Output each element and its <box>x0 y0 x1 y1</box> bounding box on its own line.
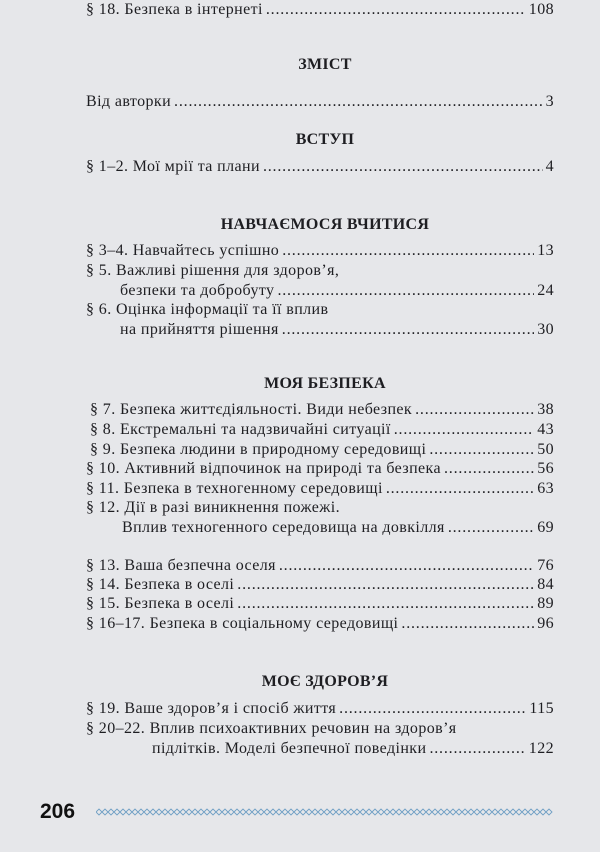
ornament-diamond <box>486 809 492 815</box>
toc-page-number: 122 <box>528 740 554 757</box>
ornament-diamond <box>324 809 330 815</box>
ornament-diamond <box>156 809 162 815</box>
ornament-diamond <box>384 809 390 815</box>
ornament-diamond <box>438 809 444 815</box>
ornament-diamond <box>264 809 270 815</box>
ornament-diamond <box>168 809 174 815</box>
ornament-diamond <box>312 809 318 815</box>
ornament-diamond <box>180 809 186 815</box>
toc-title: ЗМІСТ <box>298 56 352 73</box>
toc-entry[interactable] <box>122 518 554 538</box>
section-heading: МОЄ ЗДОРОВ’Я <box>261 673 389 690</box>
ornament-diamond <box>516 809 522 815</box>
ornament-diamond <box>366 809 372 815</box>
ornament-diamond <box>282 809 288 815</box>
ornament-diamond <box>240 809 246 815</box>
ornament-diamond <box>198 809 204 815</box>
toc-page-number: 43 <box>537 421 554 438</box>
ornament-diamond <box>270 809 276 815</box>
toc-entry-title: § 10. Активний відпочинок на природі та безпека <box>86 460 441 477</box>
ornament-diamond <box>498 809 504 815</box>
section-heading: ВСТУП <box>295 131 355 148</box>
ornament-diamond <box>510 809 516 815</box>
ornament-diamond <box>102 809 108 815</box>
ornament-diamond <box>300 809 306 815</box>
dot-leader <box>448 518 534 538</box>
toc-page-number: 115 <box>529 700 554 717</box>
ornament-diamond <box>132 809 138 815</box>
ornament-diamond <box>336 809 342 815</box>
ornament-diamond <box>330 809 336 815</box>
dot-leader <box>237 575 534 595</box>
page-number: 206 <box>40 800 76 823</box>
ornament-diamond <box>96 809 102 815</box>
toc-page-number: 84 <box>537 576 554 593</box>
dot-leader <box>429 739 525 759</box>
ornament-diamond <box>204 809 210 815</box>
ornament-diamond <box>378 809 384 815</box>
ornament-diamond <box>342 809 348 815</box>
ornament-diamond <box>492 809 498 815</box>
toc-page-number: 89 <box>537 595 554 612</box>
toc-entry-title: § 1–2. Мої мрії та плани <box>86 158 260 175</box>
ornament-diamond <box>162 809 168 815</box>
toc-entry-title: § 11. Безпека в техногенному середовищі <box>86 480 383 497</box>
dot-leader <box>174 92 543 112</box>
toc-entry[interactable] <box>90 440 554 460</box>
ornament-diamond <box>120 809 126 815</box>
ornament-diamond <box>210 809 216 815</box>
ornament-diamond <box>450 809 456 815</box>
dot-leader <box>401 614 534 634</box>
toc-entry-title: § 15. Безпека в оселі <box>86 595 235 612</box>
toc-entry[interactable] <box>86 614 554 634</box>
ornament-diamond <box>138 809 144 815</box>
ornament-diamond <box>522 809 528 815</box>
toc-page-number: 30 <box>537 321 554 338</box>
toc-page-number: 76 <box>537 557 554 574</box>
toc-entry-title: Від авторки <box>86 93 172 110</box>
ornament-diamond <box>480 809 486 815</box>
toc-entry[interactable] <box>86 594 554 614</box>
toc-page-number: 3 <box>545 93 554 110</box>
toc-entry-title: § 19. Ваше здоров’я і спосіб життя <box>86 700 337 717</box>
ornament-diamond <box>246 809 252 815</box>
section-heading: МОЯ БЕЗПЕКА <box>264 375 386 392</box>
dot-leader <box>266 0 526 20</box>
toc-entry-title: § 6. Оцінка інформації та її вплив <box>86 301 329 318</box>
ornament-diamond <box>126 809 132 815</box>
toc-entry[interactable] <box>90 420 554 440</box>
toc-entry-title: § 20–22. Вплив психоактивних речовин на здоров’я <box>86 720 457 737</box>
ornament-diamond <box>348 809 354 815</box>
toc-page-number: 38 <box>537 401 554 418</box>
toc-entry[interactable] <box>152 739 554 759</box>
toc-page-number: 50 <box>537 441 554 458</box>
dot-leader <box>282 241 534 261</box>
toc-entry-title: § 3–4. Навчайтесь успішно <box>86 242 280 259</box>
ornament-diamond <box>462 809 468 815</box>
dot-leader <box>394 420 534 440</box>
ornament-diamond <box>114 809 120 815</box>
toc-entry[interactable] <box>86 241 554 261</box>
toc-page-number: 24 <box>537 282 554 299</box>
toc-entry-title: § 13. Ваша безпечна оселя <box>86 557 276 574</box>
dot-leader <box>339 699 526 719</box>
toc-page-number: 96 <box>537 615 554 632</box>
section-heading: НАВЧАЄМОСЯ ВЧИТИСЯ <box>220 216 430 233</box>
toc-entry[interactable] <box>86 556 554 576</box>
toc-entry[interactable] <box>86 719 457 739</box>
ornament-diamond <box>528 809 534 815</box>
ornament-diamond <box>222 809 228 815</box>
ornament-diamond <box>354 809 360 815</box>
ornament-diamond <box>390 809 396 815</box>
ornament-diamond <box>174 809 180 815</box>
ornament-diamond <box>402 809 408 815</box>
ornament-diamond <box>318 809 324 815</box>
toc-entry-title: підлітків. Моделі безпечної поведінки <box>152 740 427 757</box>
toc-page-number: 63 <box>537 480 554 497</box>
toc-entry[interactable] <box>86 699 554 719</box>
toc-entry[interactable] <box>90 400 554 420</box>
ornament-diamond <box>372 809 378 815</box>
toc-entry-title: § 5. Важливі рішення для здоров’я, <box>86 262 340 279</box>
toc-entry[interactable] <box>86 575 554 595</box>
dot-leader <box>282 320 534 340</box>
toc-entry-title: § 16–17. Безпека в соціальному середовищі <box>86 615 399 632</box>
toc-entry-title: на прийняття рішення <box>120 321 279 338</box>
ornament-diamond <box>396 809 402 815</box>
toc-entry-title: § 12. Дії в разі виникнення пожежі. <box>86 499 340 516</box>
ornament-diamond <box>150 809 156 815</box>
ornament-diamond <box>192 809 198 815</box>
ornament-diamond <box>534 809 540 815</box>
toc-entry[interactable] <box>86 0 554 20</box>
dot-leader <box>263 157 543 177</box>
toc-entry-title: Вплив техногенного середовища на довкілля <box>122 519 445 536</box>
toc-page-number: 108 <box>528 1 554 18</box>
toc-entry[interactable] <box>86 300 328 320</box>
ornament-diamond <box>444 809 450 815</box>
ornament-diamond <box>144 809 150 815</box>
ornament-diamond <box>408 809 414 815</box>
ornament-diamond <box>504 809 510 815</box>
ornament-diamond <box>474 809 480 815</box>
dot-leader <box>277 281 534 301</box>
toc-entry[interactable] <box>120 281 554 301</box>
dot-leader <box>444 459 534 479</box>
toc-entry[interactable] <box>86 459 554 479</box>
ornament-diamond <box>546 809 552 815</box>
ornament-diamond <box>426 809 432 815</box>
ornament-diamond <box>468 809 474 815</box>
ornament-diamond <box>288 809 294 815</box>
ornament-diamond <box>108 809 114 815</box>
toc-page-number: 56 <box>537 460 554 477</box>
toc-entry-title: § 9. Безпека людини в природному середовищі <box>90 441 427 458</box>
toc-page-number: 4 <box>545 158 554 175</box>
toc-entry-title: безпеки та добробуту <box>120 282 275 299</box>
dot-leader <box>429 440 534 460</box>
dot-leader <box>386 479 534 499</box>
ornament-diamond <box>252 809 258 815</box>
ornament-diamond <box>360 809 366 815</box>
dot-leader <box>279 556 534 576</box>
toc-entry-title: § 7. Безпека життєдіяльності. Види небезпек <box>90 401 413 418</box>
ornament-diamond <box>228 809 234 815</box>
ornament-diamond <box>540 809 546 815</box>
toc-entry[interactable] <box>86 479 554 499</box>
decorative-ornament-line <box>96 807 554 817</box>
ornament-diamond <box>294 809 300 815</box>
toc-page-number: 13 <box>537 242 554 259</box>
ornament-diamond <box>186 809 192 815</box>
ornament-diamond <box>456 809 462 815</box>
ornament-diamond <box>306 809 312 815</box>
ornament-diamond <box>234 809 240 815</box>
dot-leader <box>415 400 534 420</box>
toc-entry[interactable] <box>86 92 554 112</box>
ornament-diamond <box>414 809 420 815</box>
toc-entry-title: § 14. Безпека в оселі <box>86 576 235 593</box>
toc-entry-title: § 8. Екстремальні та надзвичайні ситуації <box>90 421 391 438</box>
dot-leader <box>237 594 534 614</box>
toc-page-number: 69 <box>537 519 554 536</box>
toc-entry[interactable] <box>86 157 554 177</box>
toc-entry[interactable] <box>120 320 554 340</box>
toc-entry-title: § 18. Безпека в інтернеті <box>86 1 263 18</box>
toc-entry[interactable] <box>86 498 340 518</box>
ornament-diamond <box>276 809 282 815</box>
ornament-diamond <box>216 809 222 815</box>
toc-entry[interactable] <box>86 261 339 281</box>
ornament-diamond <box>432 809 438 815</box>
ornament-diamond <box>258 809 264 815</box>
ornament-diamond <box>420 809 426 815</box>
